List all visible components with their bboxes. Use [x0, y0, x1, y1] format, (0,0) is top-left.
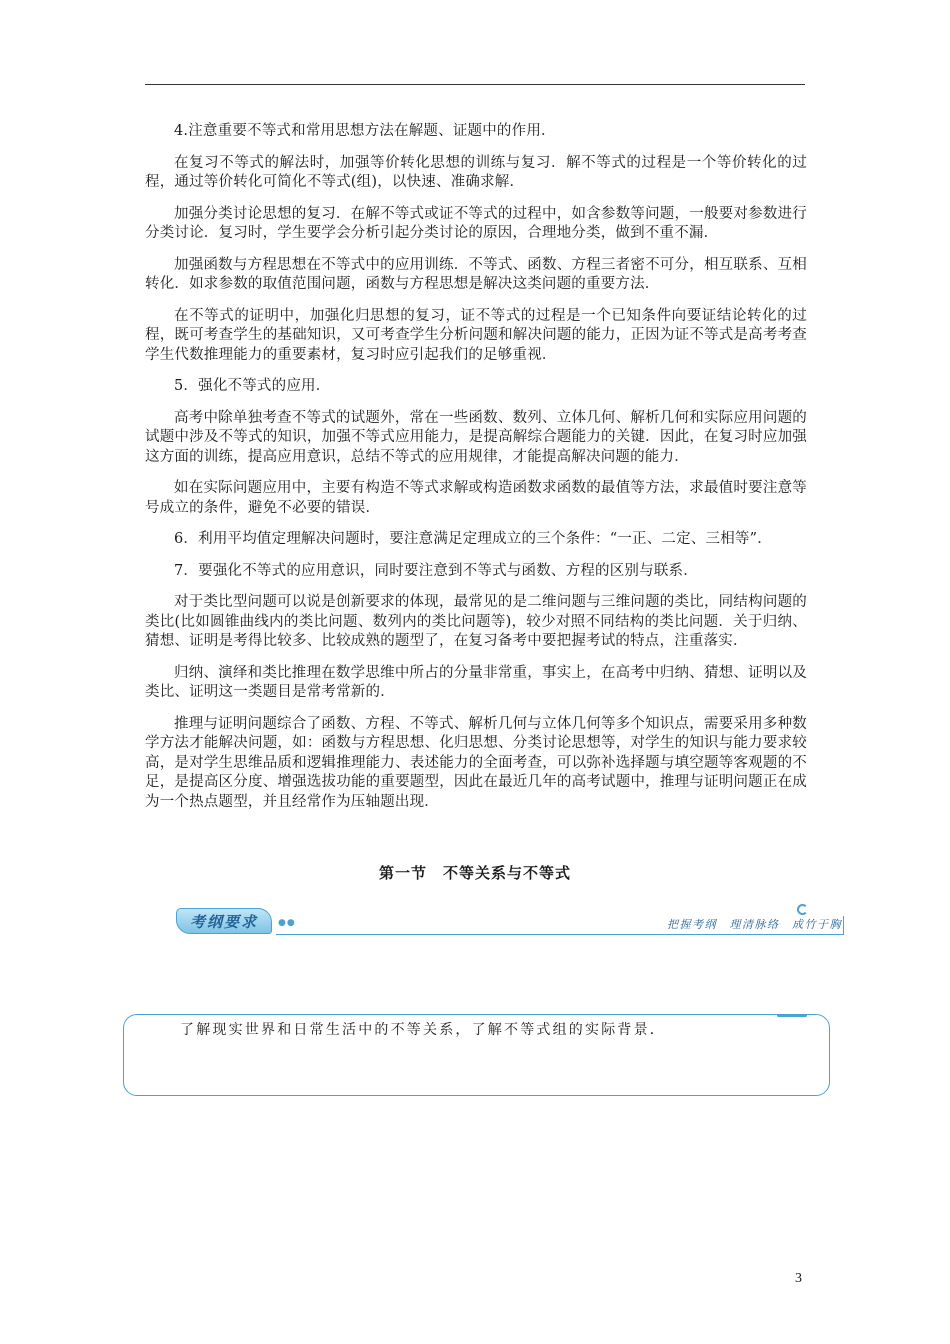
body-text [145, 122, 807, 824]
requirement-text: 了解现实世界和日常生活中的不等关系，了解不等式组的实际背景． [180, 1022, 666, 1038]
paragraph: 加强函数与方程思想在不等式中的应用训练．不等式、函数、方程三者密不可分，相互联系、互相转化．如求参数的取值范围问题，函数与方程思想是解决这类问题的重要方法． [145, 256, 807, 292]
banner-slogan: 把握考纲 理清脉络 成竹于胸 [667, 918, 842, 931]
section-title: 第一节 不等关系与不等式 [378, 864, 571, 882]
paragraph: 对于类比型问题可以说是创新要求的体现，最常见的是二维问题与三维问题的类比，同结构问题的类比(比如圆锥曲线内的类比问题、数列内的类比问题等)，较少对照不同结构的类比问题．关于归纳、猜想、证明是考得比较多、比较成熟的题型了，在复习备考中要把握考试的特点，注重落实． [145, 594, 807, 649]
paragraph: 如在实际问题应用中，主要有构造不等式求解或构造函数求函数的最值等方法，求最值时要注意等号成立的条件，避免不必要的错误． [145, 480, 807, 516]
dots-icon: ●● [278, 918, 296, 928]
exam-outline-banner [176, 907, 844, 937]
paragraph: 推理与证明问题综合了函数、方程、不等式、解析几何与立体几何等多个知识点，需要采用多种数学方法才能解决问题，如：函数与方程思想、化归思想、分类讨论思想等，对学生的知识与能力要求较高，是对学生思维品质和逻辑推理能力、表述能力的全面考查，可以弥补选择题与填空题等客观题的不足，是提高区分度、增强选拔功能的重要题型，因此在最近几年的高考试题中，推理与证明问题正在成为一个热点题型，并且经常作为压轴题出现． [145, 715, 807, 810]
paragraph: 4.注意重要不等式和常用思想方法在解题、证题中的作用． [174, 123, 556, 139]
paragraph: 在复习不等式的解法时，加强等价转化思想的训练与复习．解不等式的过程是一个等价转化的过程，通过等价转化可简化不等式(组)，以快速、准确求解． [145, 154, 807, 190]
banner-tag: 考纲要求 [176, 908, 272, 934]
paragraph: 加强分类讨论思想的复习．在解不等式或证不等式的过程中，如含参数等问题，一般要对参数进行分类讨论．复习时，学生要学会分析引起分类讨论的原因，合理地分类，做到不重不漏． [145, 205, 807, 241]
paragraph: 归纳、演绎和类比推理在数学思维中所占的分量非常重，事实上，在高考中归纳、猜想、证明以及类比、证明这一类题目是常考常新的． [145, 664, 807, 700]
paragraph: 5．强化不等式的应用． [174, 378, 331, 394]
swirl-icon [797, 904, 808, 915]
paragraph: 在不等式的证明中，加强化归思想的复习，证不等式的过程是一个已知条件向要证结论转化的过程，既可考查学生的基础知识，又可考查学生分析问题和解决问题的能力，正因为证不等式是高考考查学生代数推理能力的重要素材，复习时应引起我们的足够重视． [145, 307, 807, 363]
paragraph: 7．要强化不等式的应用意识，同时要注意到不等式与函数、方程的区别与联系． [174, 562, 698, 579]
banner-rule [276, 934, 844, 935]
paragraph: 高考中除单独考查不等式的试题外，常在一些函数、数列、立体几何、解析几何和实际应用问题的试题中涉及不等式的知识，加强不等式应用能力，是提高解综合题能力的关键．因此，在复习时应加强这方面的训练，提高应用意识，总结不等式的应用规律，才能提高解决问题的能力． [145, 409, 807, 465]
paragraph: 6．利用平均值定理解决问题时，要注意满足定理成立的三个条件：“一正、二定、三相等”． [174, 531, 772, 547]
header-rule [145, 84, 805, 85]
banner-edge [843, 916, 844, 935]
requirement-box [123, 1014, 830, 1096]
box-accent [777, 1014, 807, 1017]
page-number: 3 [795, 1271, 802, 1286]
